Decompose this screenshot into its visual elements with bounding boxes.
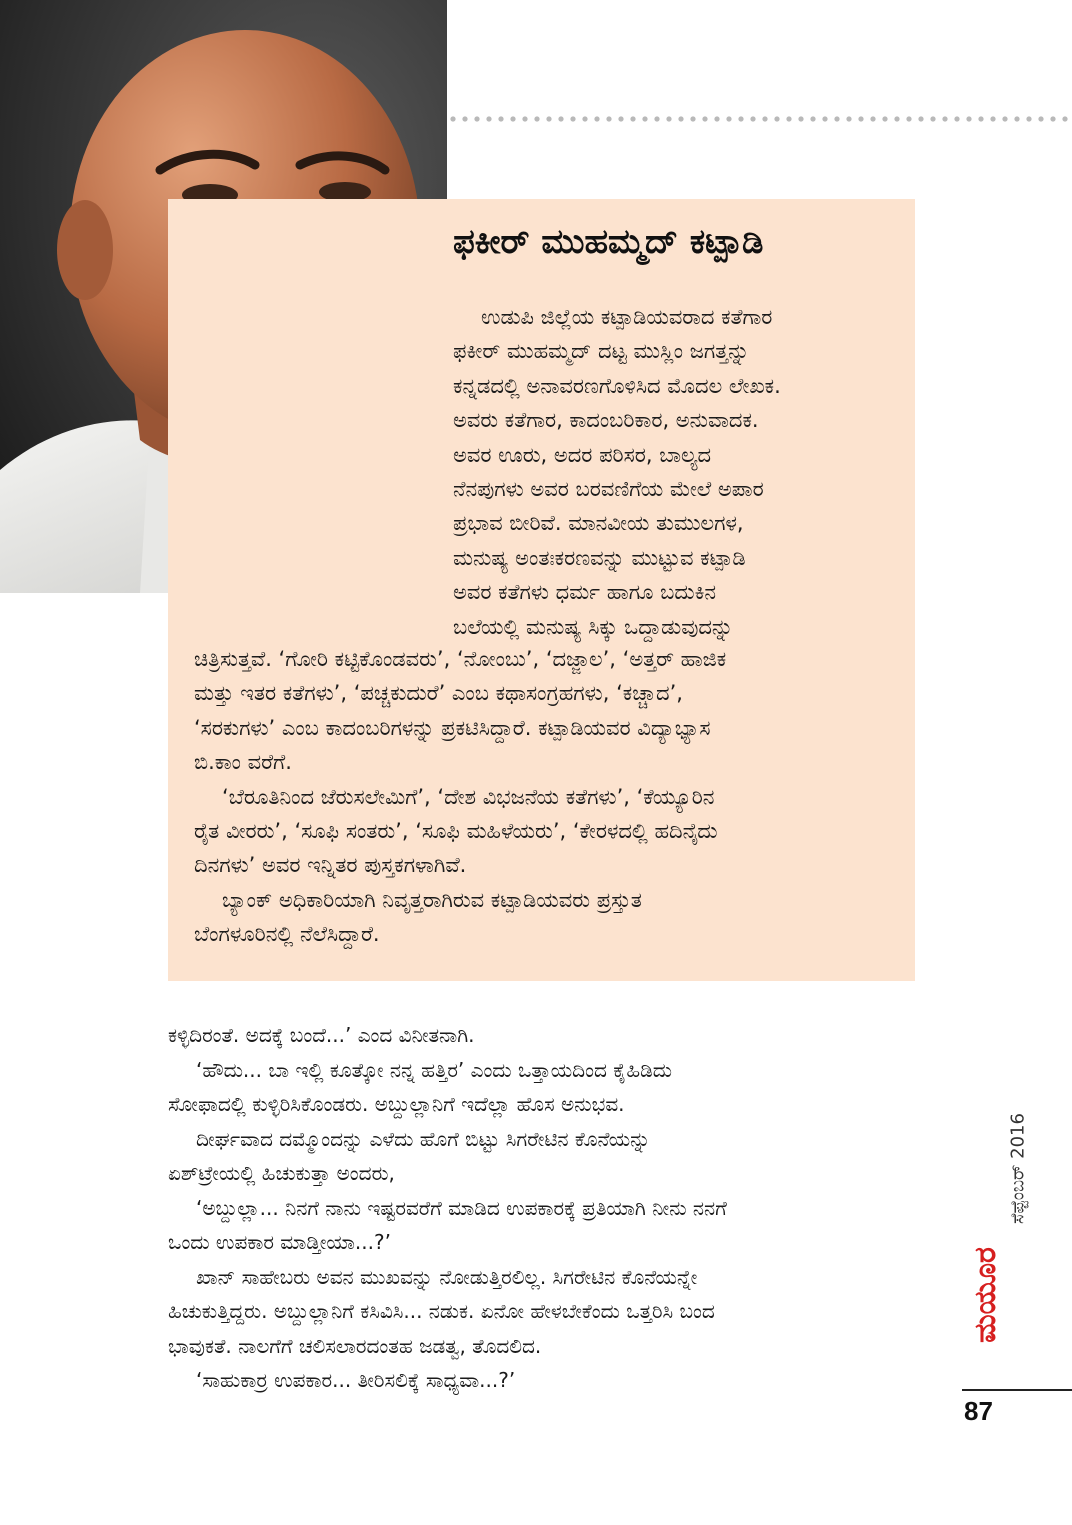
issue-date: ಸೆಪ್ಟೆಂಬರ್ 2016 [1007,1113,1029,1224]
story-text [168,1018,918,1398]
story-line: ಒಂದು ಉಪಕಾರ ಮಾಡ್ತೀಯಾ...?’ [168,1230,391,1254]
story-line: ಸೋಫಾದಲ್ಲಿ ಕುಳ್ಳಿರಿಸಿಕೊಂಡರು. ಅಬ್ದುಲ್ಲಾನಿಗೆ ಇದೆಲ್ಲಾ ಹೊಸ ಅನುಭವ. [168,1092,625,1116]
bio-line: ಚಿತ್ರಿಸುತ್ತವೆ. ‘ಗೋರಿ ಕಟ್ಟಿಕೊಂಡವರು’, ‘ನೋಂಬು’, ‘ದಜ್ಜಾಲ’, ‘ಅತ್ತರ್ ಹಾಜಿಕ [194,647,727,671]
story-line: ಖಾನ್ ಸಾಹೇಬರು ಅವನ ಮುಖವನ್ನು ನೋಡುತ್ತಿರಲಿಲ್ಲ. ಸಿಗರೇಟಿನ ಕೊನೆಯನ್ನೇ [196,1264,698,1289]
story-line: ಹಿಚುಕುತ್ತಿದ್ದರು. ಅಬ್ದುಲ್ಲಾನಿಗೆ ಕಸಿವಿಸಿ... ನಡುಕ. ಏನೋ ಹೇಳಬೇಕೆಂದು ಒತ್ತರಿಸಿ ಬಂದ [168,1299,715,1323]
page-number-rule [962,1389,1072,1391]
bio-line: ‘ಸರಕುಗಳು’ ಎಂಬ ಕಾದಂಬರಿಗಳನ್ನು ಪ್ರಕಟಿಸಿದ್ದಾರೆ. ಕಟ್ಪಾಡಿಯವರ ವಿದ್ಯಾಭ್ಯಾಸ [194,715,711,740]
story-line: ‘ಹೌದು... ಬಾ ಇಲ್ಲಿ ಕೂತ್ಕೋ ನನ್ನ ಹತ್ತಿರ’ ಎಂದು ಒತ್ತಾಯದಿಂದ ಕೈಹಿಡಿದು [196,1057,673,1082]
story-line: ‘ಸಾಹುಕಾರ್ರ ಉಪಕಾರ... ತೀರಿಸಲಿಕ್ಕೆ ಸಾಧ್ಯವಾ...?’ [196,1368,516,1392]
story-line: ದೀರ್ಘವಾದ ದಮ್ಮೊಂದನ್ನು ಎಳೆದು ಹೊಗೆ ಬಿಟ್ಟು ಸಿಗರೇಟಿನ ಕೊನೆಯನ್ನು [196,1126,651,1151]
bio-line: ಮನುಷ್ಯ ಅಂತಃಕರಣವನ್ನು ಮುಟ್ಟುವ ಕಟ್ಪಾಡಿ [453,545,746,570]
bio-text-wide [194,642,904,952]
bio-line: ಬ್ಯಾಂಕ್ ಅಧಿಕಾರಿಯಾಗಿ ನಿವೃತ್ತರಾಗಿರುವ ಕಟ್ಪಾಡಿಯವರು ಪ್ರಸ್ತುತ [222,887,642,912]
bio-line: ಕನ್ನಡದಲ್ಲಿ ಅನಾವರಣಗೊಳಿಸಿದ ಮೊದಲ ಲೇಖಕ. [453,373,781,398]
bio-line: ರೈತ ವೀರರು’, ‘ಸೂಫಿ ಸಂತರು’, ‘ಸೂಫಿ ಮಹಿಳೆಯರು’, ‘ಕೇರಳದಲ್ಲಿ ಹದಿನೈದು [194,819,718,844]
bio-line: ಉಡುಪಿ ಜಿಲ್ಲೆಯ ಕಟ್ಪಾಡಿಯವರಾದ ಕತೆಗಾರ [481,305,773,329]
story-line: ಏಶ್‌ಟ್ರೇಯಲ್ಲಿ ಹಿಚುಕುತ್ತಾ ಅಂದರು, [168,1161,395,1185]
bio-text-narrow [453,300,908,644]
story-line: ಕಳ್ಳಿದಿರಂತೆ. ಅದಕ್ಕೆ ಬಂದೆ...’ ಎಂದ ವಿನೀತನಾಗಿ. [168,1023,475,1047]
bio-line: ನೆನಪುಗಳು ಅವರ ಬರವಣಿಗೆಯ ಮೇಲೆ ಅಪಾರ [453,477,764,502]
bio-title: ಫಕೀರ್ ಮುಹಮ್ಮದ್ ಕಟ್ಪಾಡಿ [453,222,764,262]
bio-line: ಅವರ ಊರು, ಅದರ ಪರಿಸರ, ಬಾಲ್ಯದ [453,442,712,467]
bio-line: ‘ಬೆರೂತಿನಿಂದ ಜೆರುಸಲೇಮಿಗೆ’, ‘ದೇಶ ವಿಭಜನೆಯ ಕತೆಗಳು’, ‘ಕೆಯ್ಯೂರಿನ [222,784,715,809]
dotted-divider [447,114,1072,124]
bio-line: ಬೆಂಗಳೂರಿನಲ್ಲಿ ನೆಲೆಸಿದ್ದಾರೆ. [194,922,380,947]
story-line: ‘ಅಬ್ದುಲ್ಲಾ... ನಿನಗೆ ನಾನು ಇಷ್ಟರವರೆಗೆ ಮಾಡಿದ ಉಪಕಾರಕ್ಕೆ ಪ್ರತಿಯಾಗಿ ನೀನು ನನಗೆ [196,1195,727,1220]
bio-line: ಮತ್ತು ಇತರ ಕತೆಗಳು’, ‘ಪಚ್ಚಕುದುರೆ’ ಎಂಬ ಕಥಾಸಂಗ್ರಹಗಳು, ‘ಕಚ್ಚಾದ’, [194,681,683,706]
bio-line: ಅವರು ಕತೆಗಾರ, ಕಾದಂಬರಿಕಾರ, ಅನುವಾದಕ. [453,408,759,433]
page-number: 87 [964,1396,993,1426]
story-line: ಭಾವುಕತೆ. ನಾಲಗೆಗೆ ಚಲಿಸಲಾರದಂತಹ ಜಡತ್ವ, ತೊದಲಿದ. [168,1333,542,1358]
bio-line: ದಿನಗಳು’ ಅವರ ಇನ್ನಿತರ ಪುಸ್ತಕಗಳಾಗಿವೆ. [194,853,467,878]
bio-line: ಪ್ರಭಾವ ಬೀರಿವೆ. ಮಾನವೀಯ ತುಮುಲಗಳ, [453,511,744,536]
bio-line: ಫಕೀರ್ ಮುಹಮ್ಮದ್ ದಟ್ಟ ಮುಸ್ಲಿಂ ಜಗತ್ತನ್ನು [453,339,750,364]
bio-line: ಅವರ ಕತೆಗಳು ಧರ್ಮ ಹಾಗೂ ಬದುಕಿನ [453,580,717,605]
bio-line: ಬಲೆಯಲ್ಲಿ ಮನುಷ್ಯ ಸಿಕ್ಕು ಒದ್ದಾಡುವುದನ್ನು [453,614,734,639]
magazine-masthead [968,1225,1004,1365]
magazine-name: ಮಯೂರ [968,1247,1003,1343]
bio-line: ಬಿ.ಕಾಂ ವರೆಗೆ. [194,750,292,775]
